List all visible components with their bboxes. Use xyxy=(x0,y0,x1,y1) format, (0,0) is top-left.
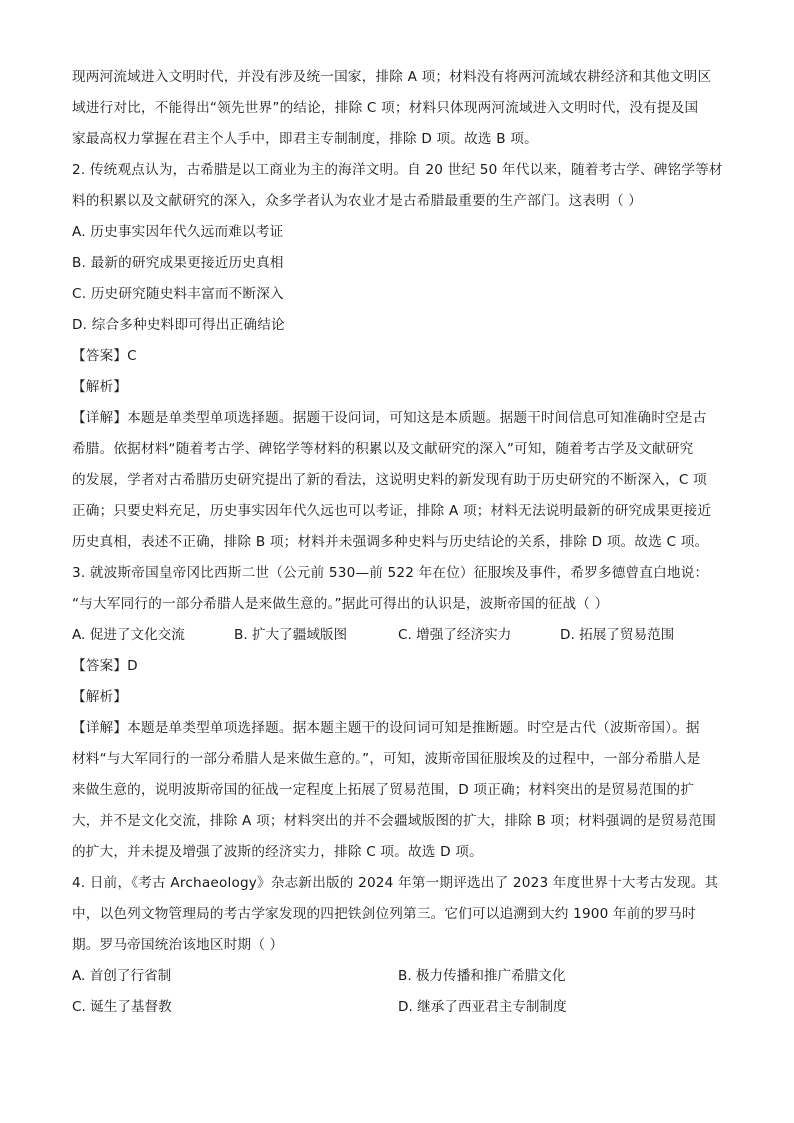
question-stem-line: 2. 传统观点认为，古希腊是以工商业为主的海洋文明。自 20 世纪 50 年代以来，随着考古学、碑铭学等材 xyxy=(72,162,723,178)
answer-label: 【答案】C xyxy=(72,348,137,364)
detail-line: 来做生意的，说明波斯帝国的征战一定程度上拓展了贸易范围，D 项正确；材料突出的是贸易范围的扩 xyxy=(72,782,695,798)
option-d: D. 继承了西亚君主专制制度 xyxy=(398,999,567,1015)
option-b: B. 最新的研究成果更接近历史真相 xyxy=(72,255,284,271)
document-page xyxy=(72,62,724,1023)
option-b: B. 极力传播和推广希腊文化 xyxy=(398,968,566,984)
question-2 xyxy=(72,155,724,558)
option-b: B. 扩大了疆域版图 xyxy=(234,627,348,643)
question-stem-line: 期。罗马帝国统治该地区时期（ ） xyxy=(72,937,284,953)
text-line: 现两河流域进入文明时代，并没有涉及统一国家，排除 A 项；材料没有将两河流域农耕经济和其他文明区 xyxy=(72,69,712,85)
previous-analysis-continuation xyxy=(72,62,724,155)
options-row xyxy=(72,961,724,992)
option-a: A. 历史事实因年代久远而难以考证 xyxy=(72,224,284,240)
detail-line: 大，并不是文化交流，排除 A 项；材料突出的并不会疆域版图的扩大，排除 B 项；材料强调的是贸易范围 xyxy=(72,813,717,829)
option-d: D. 综合多种史料即可得出正确结论 xyxy=(72,317,285,333)
detail-line: 正确；只要史料充足，历史事实因年代久远也可以考证，排除 A 项；材料无法说明最新的研究成果更接近 xyxy=(72,503,712,519)
option-c: C. 历史研究随史料丰富而不断深入 xyxy=(72,286,284,302)
question-stem-line: 料的积累以及文献研究的深入，众多学者认为农业才是古希腊最重要的生产部门。这表明（ ） xyxy=(72,193,643,209)
option-d: D. 拓展了贸易范围 xyxy=(560,627,675,643)
analysis-label: 【解析】 xyxy=(72,689,128,705)
detail-line: 希腊。依据材料“随着考古学、碑铭学等材料的积累以及文献研究的深入”可知，随着考古学及文献研究 xyxy=(72,441,694,457)
detail-line: 历史真相，表述不正确，排除 B 项；材料并未强调多种史料与历史结论的关系，排除 D 项。故选 C 项。 xyxy=(72,534,709,550)
analysis-label: 【解析】 xyxy=(72,379,128,395)
detail-line: 【详解】本题是单类型单项选择题。据本题主题干的设问词可知是推断题。时空是古代（波斯帝国）。据 xyxy=(72,720,700,736)
question-3 xyxy=(72,558,724,868)
question-stem-line: 中，以色列文物管理局的考古学家发现的四把铁剑位列第三。它们可以追溯到大约 1900 年前的罗马时 xyxy=(72,906,696,922)
option-a: A. 促进了文化交流 xyxy=(72,627,185,643)
detail-line: 【详解】本题是单类型单项选择题。据题干设问词，可知这是本质题。据题干时间信息可知准确时空是古 xyxy=(72,410,707,426)
question-stem-line: 3. 就波斯帝国皇帝冈比西斯二世（公元前 530—前 522 年在位）征服埃及事件，希罗多德曾直白地说： xyxy=(72,565,709,581)
question-stem-line: “与大军同行的一部分希腊人是来做生意的。”据此可得出的认识是，波斯帝国的征战（ ） xyxy=(72,596,609,612)
text-line: 家最高权力掌握在君主个人手中，即君主专制制度，排除 D 项。故选 B 项。 xyxy=(72,131,538,147)
detail-line: 材料“与大军同行的一部分希腊人是来做生意的。”，可知，波斯帝国征服埃及的过程中，一部分希腊人是 xyxy=(72,751,701,767)
detail-line: 的扩大，并未提及增强了波斯的经济实力，排除 C 项。故选 D 项。 xyxy=(72,844,483,860)
detail-line: 的发展，学者对古希腊历史研究提出了新的看法，这说明史料的新发现有助于历史研究的不断深入，C 项 xyxy=(72,472,707,488)
option-a: A. 首创了行省制 xyxy=(72,968,172,984)
option-c: C. 诞生了基督教 xyxy=(72,999,172,1015)
options-row xyxy=(72,620,724,651)
question-4 xyxy=(72,868,724,1023)
answer-label: 【答案】D xyxy=(72,658,138,674)
option-c: C. 增强了经济实力 xyxy=(398,627,512,643)
text-line: 域进行对比，不能得出“领先世界”的结论，排除 C 项；材料只体现两河流域进入文明时代，没有提及国 xyxy=(72,100,699,116)
question-stem-line: 4. 日前，《考古 Archaeology》杂志新出版的 2024 年第一期评选出了 2023 年度世界十大考古发现。其 xyxy=(72,875,719,891)
options-row xyxy=(72,992,724,1023)
